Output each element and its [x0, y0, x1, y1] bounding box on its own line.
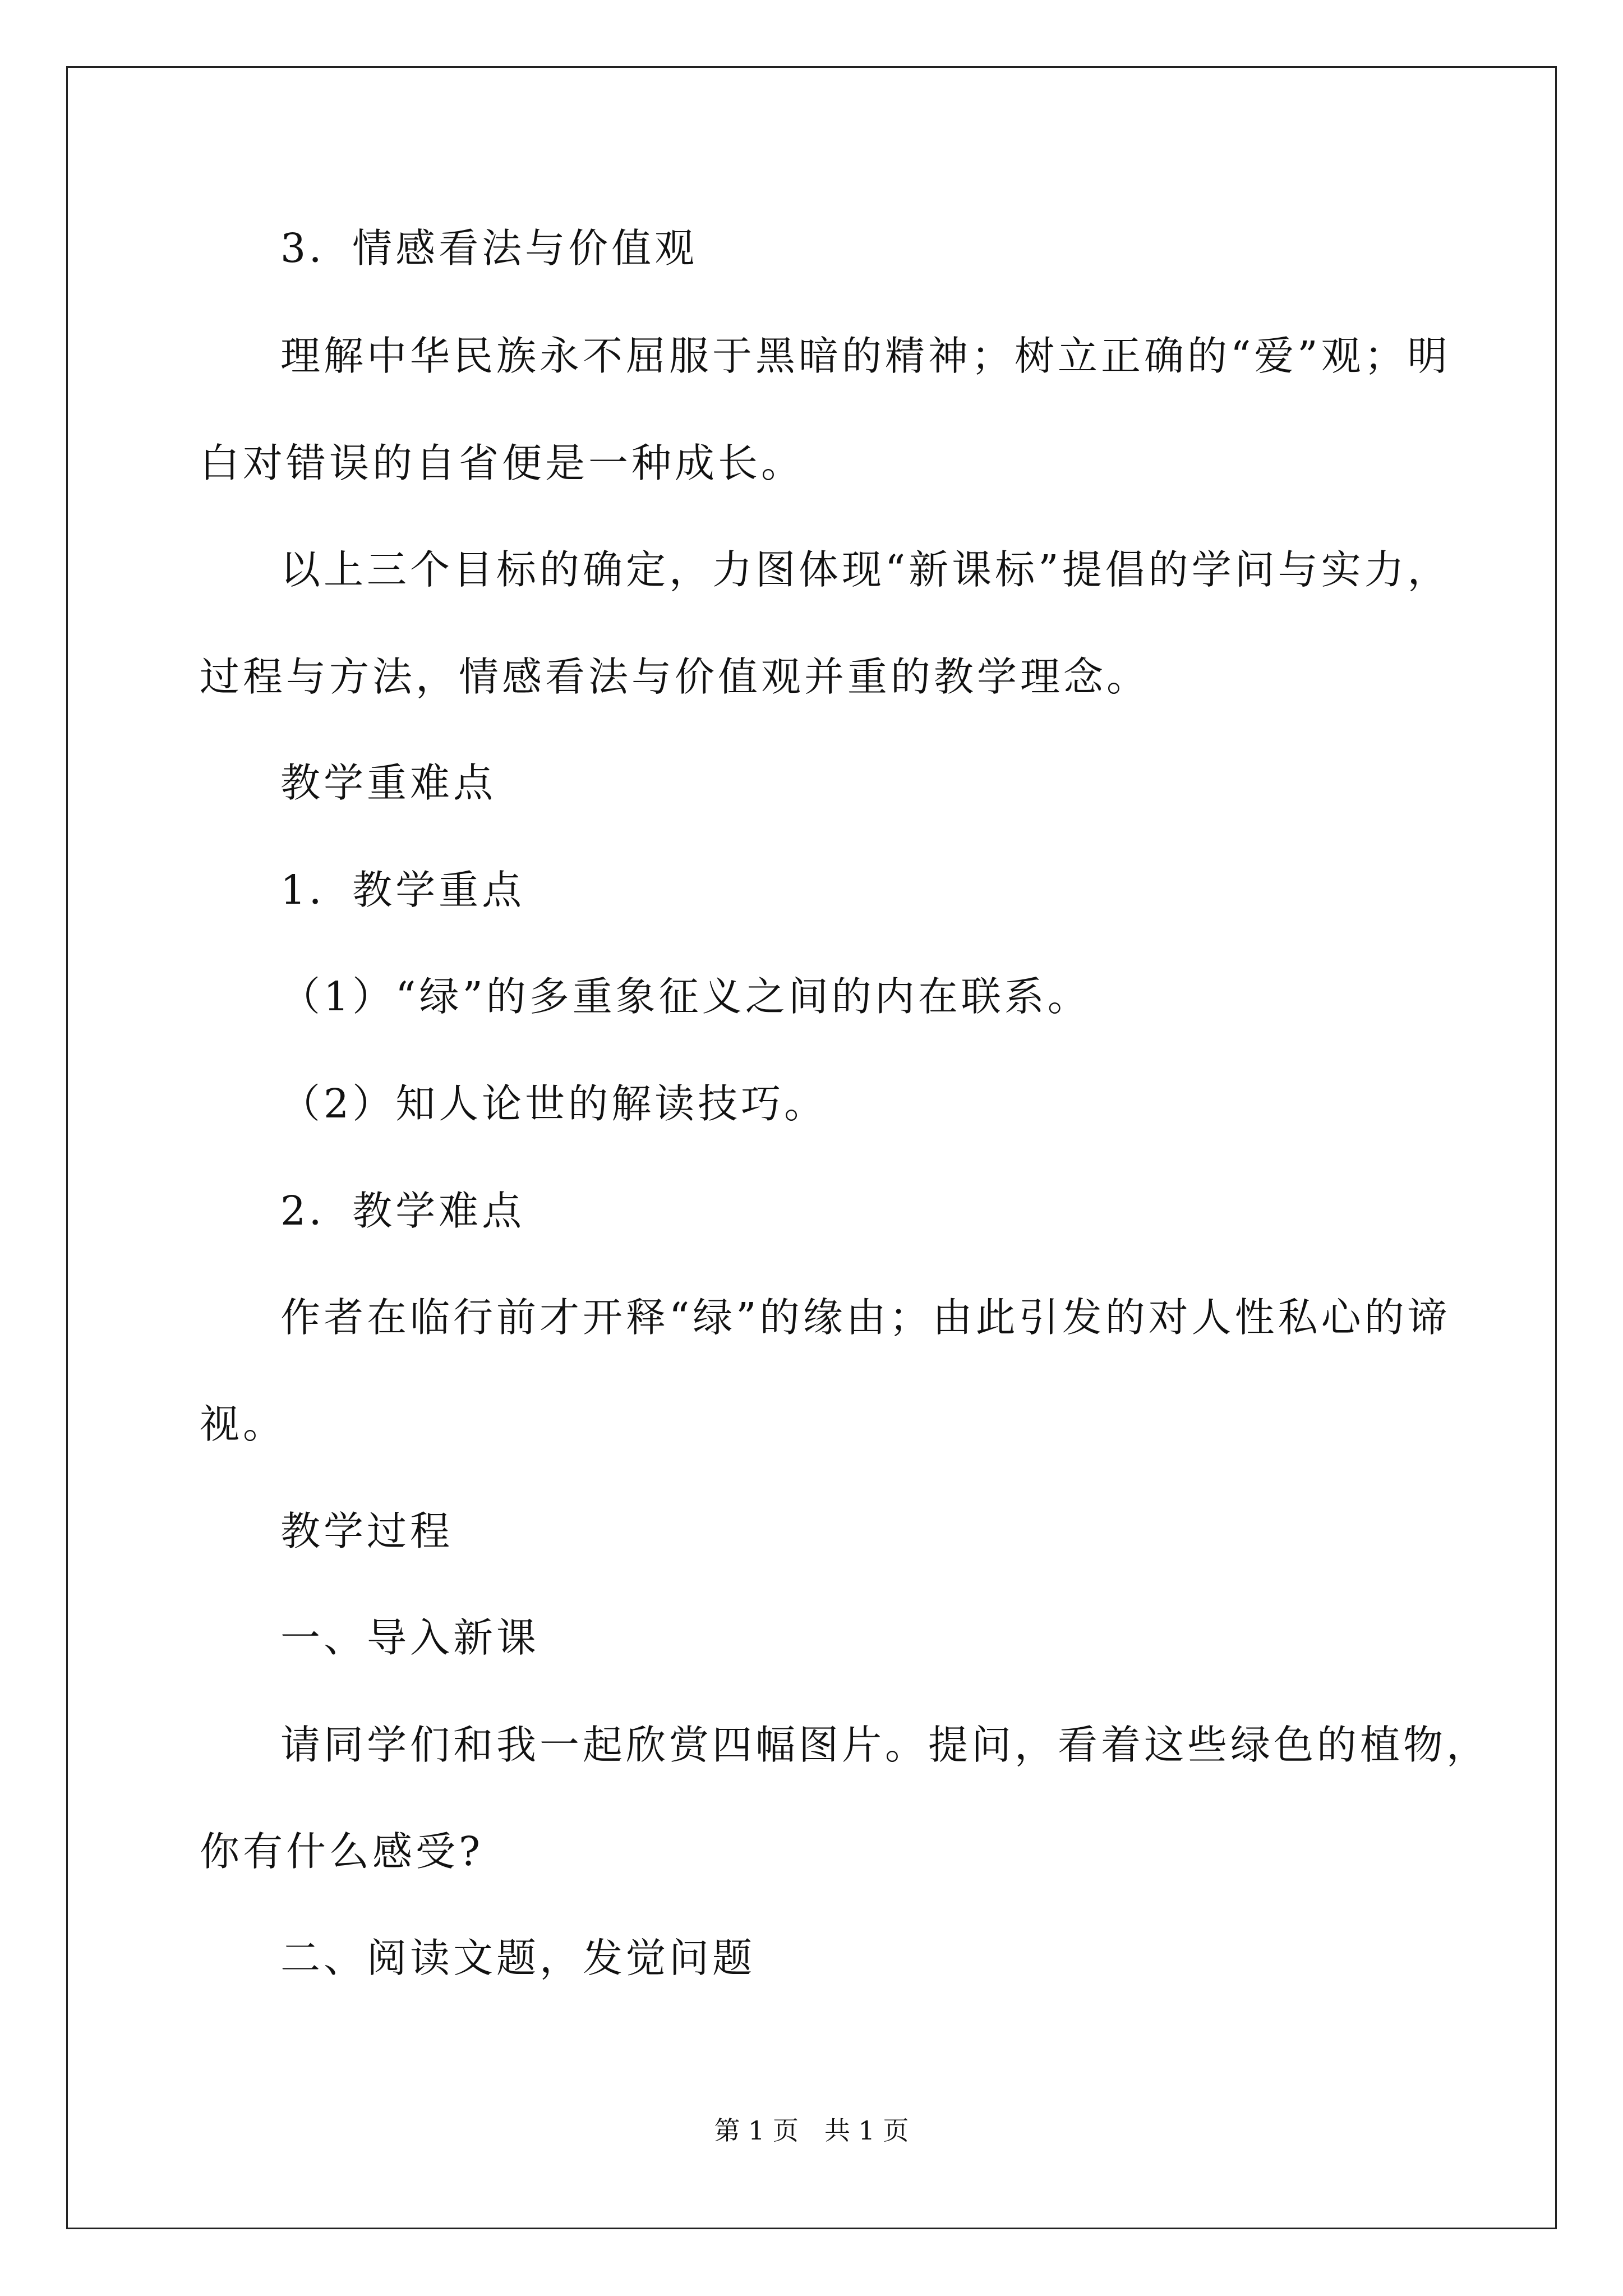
paragraph-line: 以上三个目标的确定，力图体现“新课标”提倡的学问与实力，	[280, 546, 1451, 593]
page-number-footer: 第 1 页 共 1 页	[714, 2115, 909, 2146]
paragraph-line: 白对错误的自省便是一种成长。	[200, 440, 805, 486]
paragraph-line: 过程与方法，情感看法与价值观并重的教学理念。	[200, 654, 1150, 700]
heading-key-difficult-points: 教学重难点	[280, 760, 497, 806]
paragraph-line: 请同学们和我一起欣赏四幅图片。提问，看着这些绿色的植物，	[280, 1722, 1490, 1768]
heading-teaching-process: 教学过程	[280, 1508, 454, 1554]
paragraph-line: 作者在临行前才开释“绿”的缘由；由此引发的对人性私心的谛	[280, 1294, 1451, 1341]
heading-teaching-focus: 1．教学重点	[280, 867, 525, 913]
heading-lead-in: 一、导入新课	[280, 1614, 540, 1661]
heading-teaching-difficulty: 2．教学难点	[280, 1188, 525, 1234]
list-item: （2）知人论世的解读技巧。	[280, 1080, 828, 1127]
heading-emotion-values: 3．情感看法与价值观	[280, 225, 698, 272]
paragraph-line: 理解中华民族永不屈服于黑暗的精神；树立正确的“爱”观；明	[280, 333, 1451, 379]
list-item: （1）“绿”的多重象征义之间的内在联系。	[280, 973, 1091, 1020]
heading-read-title: 二、阅读文题，发觉问题	[280, 1935, 756, 1981]
paragraph-line: 视。	[200, 1401, 287, 1447]
paragraph-line: 你有什么感受?	[200, 1828, 484, 1875]
